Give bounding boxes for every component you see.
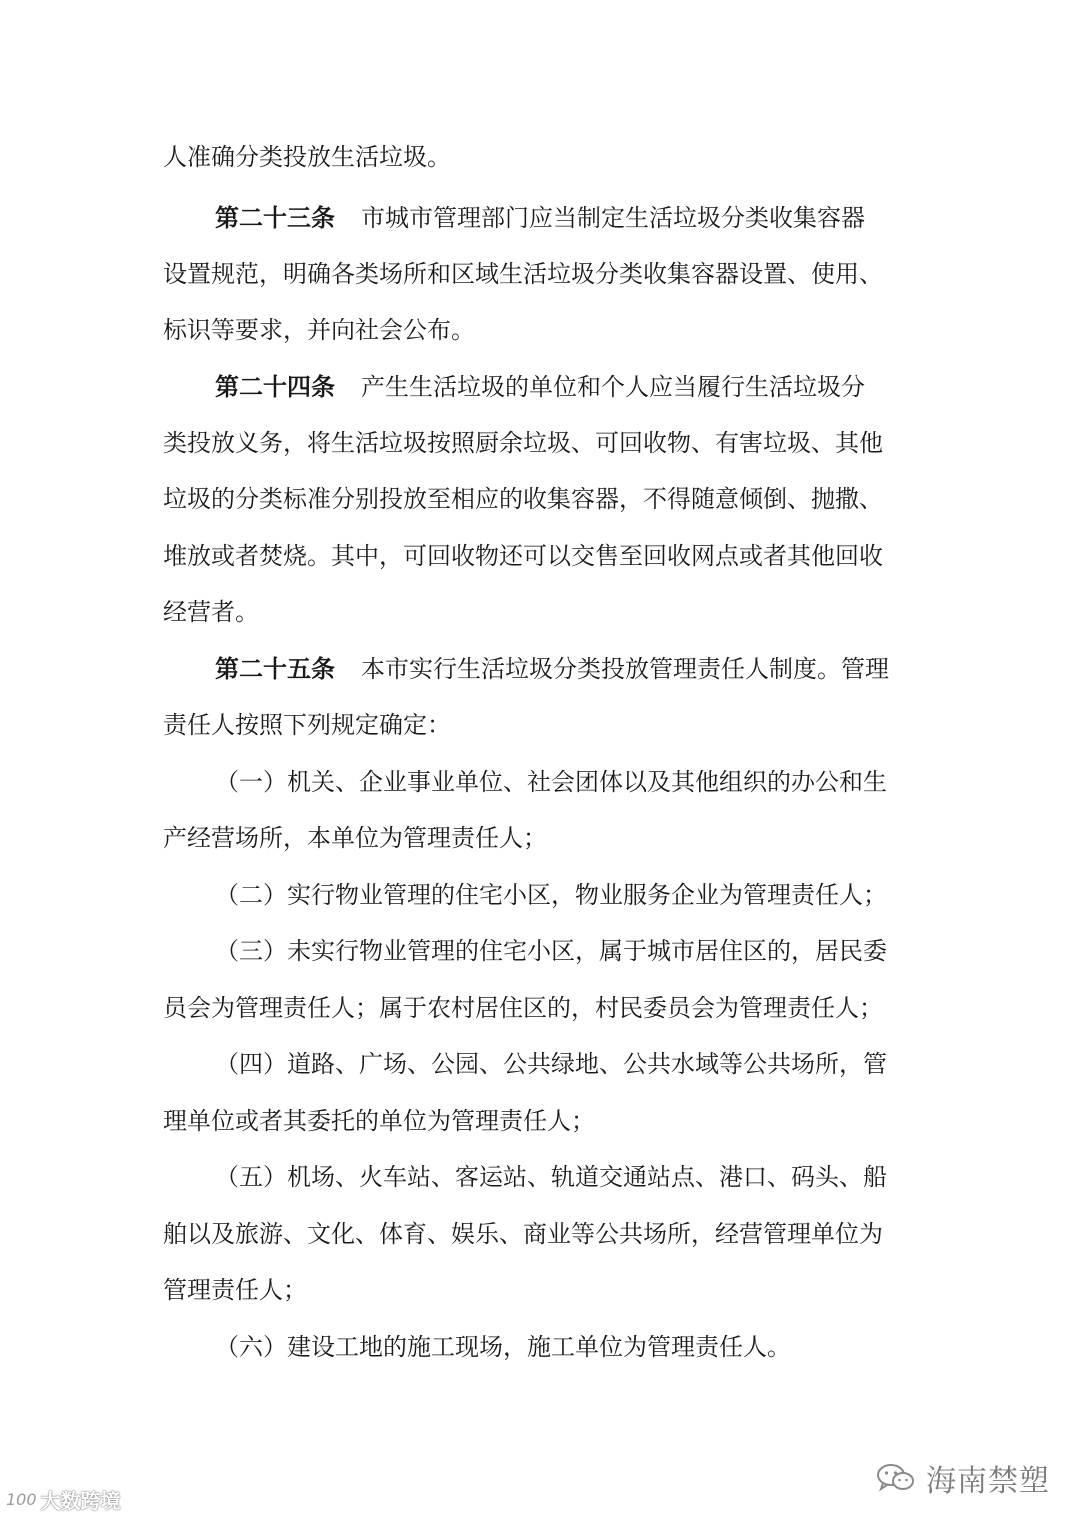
text-line: 堆放或者焚烧。其中，可回收物还可以交售至回收网点或者其他回收 [163,542,883,570]
text-line: 类投放义务，将生活垃圾按照厨余垃圾、可回收物、有害垃圾、其他 [163,429,883,457]
text-line: 人准确分类投放生活垃圾。 [163,143,451,171]
article-23-line: 第二十三条 市城市管理部门应当制定生活垃圾分类收集容器 [215,204,865,232]
watermark-left-text: 大数跨境 [40,1488,121,1513]
text-line: 员会为管理责任人；属于农村居住区的，村民委员会为管理责任人； [163,994,883,1022]
article-25-line: 第二十五条 本市实行生活垃圾分类投放管理责任人制度。管理 [215,655,889,683]
watermark-right-text: 海南禁塑 [926,1464,1050,1499]
list-item-6: （六）建设工地的施工现场，施工单位为管理责任人。 [215,1333,791,1361]
text-line: 管理责任人； [163,1276,307,1304]
watermark-left [6,1485,121,1513]
list-item-1: （一）机关、企业事业单位、社会团体以及其他组织的办公和生 [215,768,887,796]
watermark-right [876,1456,1050,1500]
list-item-4: （四）道路、广场、公园、公共绿地、公共水域等公共场所，管 [215,1050,887,1078]
article-24-line: 第二十四条 产生生活垃圾的单位和个人应当履行生活垃圾分 [215,373,865,401]
text-line: 理单位或者其委托的单位为管理责任人； [163,1107,595,1135]
article-number: 第二十五条 [215,655,335,683]
list-item-2: （二）实行物业管理的住宅小区，物业服务企业为管理责任人； [215,881,887,909]
article-number: 第二十四条 [215,373,335,401]
watermark-logo: 100 [6,1489,37,1509]
list-item-5: （五）机场、火车站、客运站、轨道交通站点、港口、码头、船 [215,1163,887,1191]
article-number: 第二十三条 [215,204,335,232]
text-line: 经营者。 [163,598,259,626]
text-line: 责任人按照下列规定确定： [163,711,451,739]
text-line: 垃圾的分类标准分别投放至相应的收集容器，不得随意倾倒、抛撒、 [163,485,883,513]
wechat-icon [876,1462,916,1494]
text-line: 舶以及旅游、文化、体育、娱乐、商业等公共场所，经营管理单位为 [163,1220,883,1248]
text-line: 标识等要求，并向社会公布。 [163,316,475,344]
text-line: 设置规范，明确各类场所和区域生活垃圾分类收集容器设置、使用、 [163,260,883,288]
text-line: 产经营场所，本单位为管理责任人； [163,824,547,852]
list-item-3: （三）未实行物业管理的住宅小区，属于城市居住区的，居民委 [215,937,887,965]
